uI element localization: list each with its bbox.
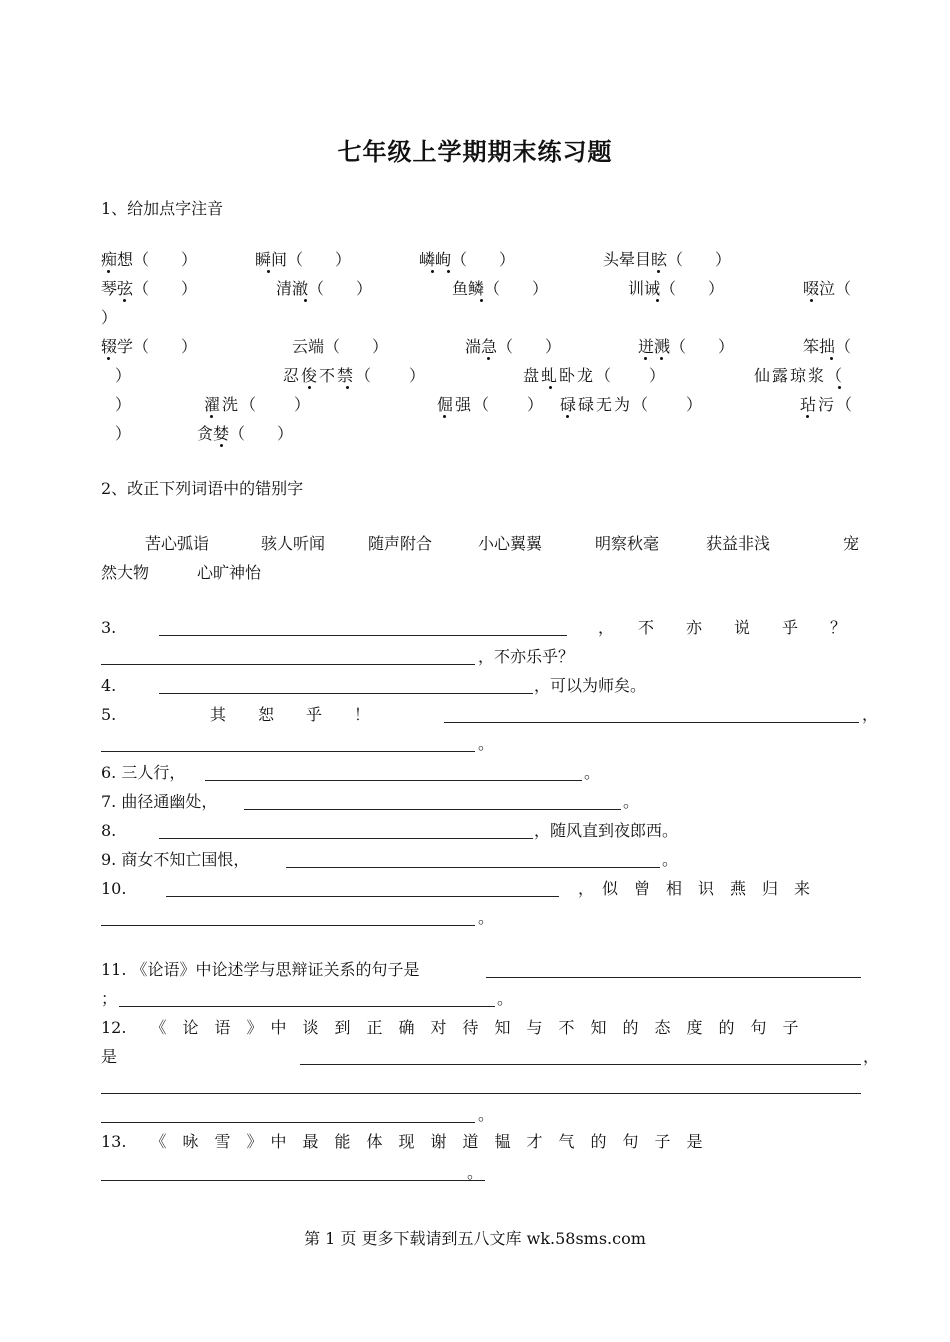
pinyin-item: 啜泣（ (803, 279, 852, 298)
emphasis-dot (123, 299, 126, 302)
answer-blank[interactable] (101, 1122, 475, 1123)
pinyin-item-close: ） (115, 366, 132, 385)
pinyin-item: 清澈（ ） (276, 279, 373, 298)
emphasis-dot (107, 357, 110, 360)
pinyin-item: 辍学（ ） (101, 337, 198, 356)
answer-blank[interactable] (101, 751, 475, 752)
answer-blank[interactable] (300, 1064, 861, 1065)
section1-heading: 1、给加点字注音 (101, 199, 224, 218)
emphasis-dot (443, 415, 446, 418)
pinyin-item: 鱼鳞（ ） (452, 279, 549, 298)
punctuation: 。 (478, 1105, 495, 1124)
punctuation: 。 (497, 989, 514, 1008)
punctuation: ， (862, 705, 879, 724)
correction-word: 心旷神怡 (197, 563, 262, 582)
question-text: 7. 曲径通幽处， (101, 792, 218, 811)
page-title: 七年级上学期期末练习题 (337, 137, 613, 166)
punctuation: 。 (584, 763, 601, 782)
question-text: 9. 商女不知亡国恨， (101, 850, 250, 869)
emphasis-dot (431, 270, 434, 273)
answer-blank[interactable] (444, 722, 859, 723)
punctuation: 。 (662, 850, 679, 869)
emphasis-dot (487, 357, 490, 360)
emphasis-dot (447, 270, 450, 273)
correction-word: 然大物 (101, 563, 150, 582)
question-number: 8. (101, 821, 117, 840)
emphasis-dot (660, 357, 663, 360)
emphasis-dot (830, 357, 833, 360)
correction-word: 随声附合 (368, 534, 433, 553)
emphasis-dot (480, 299, 483, 302)
answer-blank[interactable] (159, 635, 567, 636)
answer-blank[interactable] (286, 867, 660, 868)
correction-word: 小心翼翼 (478, 534, 543, 553)
pinyin-item: 头晕目眩（ ） (603, 250, 732, 269)
answer-blank[interactable] (101, 925, 475, 926)
emphasis-dot (220, 444, 223, 447)
emphasis-dot (549, 386, 552, 389)
pinyin-item: 琴弦（ ） (101, 279, 198, 298)
correction-word: 宠 (843, 534, 860, 553)
answer-blank[interactable] (166, 896, 559, 897)
emphasis-dot (657, 270, 660, 273)
emphasis-dot (644, 357, 647, 360)
question-text: 6. 三人行， (101, 763, 186, 782)
answer-blank[interactable] (244, 809, 621, 810)
emphasis-dot (838, 386, 841, 389)
pinyin-item: 盘虬卧龙（ ） (523, 366, 668, 385)
answer-blank[interactable] (101, 664, 475, 665)
correction-word: 苦心弧诣 (145, 534, 210, 553)
question-text: 11. 《论语》中论述学与思辩证关系的句子是 (101, 960, 420, 979)
pinyin-item: 笨拙（ (803, 337, 852, 356)
question-text: 是 (101, 1047, 118, 1066)
pinyin-item: 湍急（ ） (465, 337, 562, 356)
emphasis-dot (806, 415, 809, 418)
pinyin-item-close: ） (115, 395, 132, 414)
answer-blank[interactable] (101, 1093, 861, 1094)
emphasis-dot (107, 270, 110, 273)
question-number: 10. (101, 879, 127, 898)
pinyin-item: 瞬间（ ） (255, 250, 352, 269)
punctuation: 。 (467, 1163, 484, 1182)
pinyin-item: 训诫（ ） (628, 279, 725, 298)
section2-heading: 2、改正下列词语中的错别字 (101, 479, 304, 498)
question-number: 5. (101, 705, 117, 724)
emphasis-dot (210, 415, 213, 418)
pinyin-item-close: ） (115, 424, 132, 443)
answer-blank[interactable] (205, 780, 582, 781)
emphasis-dot (566, 415, 569, 418)
question-text: ， 似 曾 相 识 燕 归 来 (578, 879, 811, 898)
pinyin-item: 痴想（ ） (101, 250, 198, 269)
question-text: 13. 《 咏 雪 》 中 最 能 体 现 谢 道 韫 才 气 的 句 子 是 (101, 1132, 703, 1151)
question-text: ，不亦乐乎？ (478, 647, 575, 666)
question-number: 3. (101, 618, 117, 637)
pinyin-item: 嶙峋（ ） (419, 250, 516, 269)
pinyin-item: 忍俊不禁（ ） (283, 366, 428, 385)
emphasis-dot (810, 299, 813, 302)
correction-word: 获益非浅 (706, 534, 771, 553)
answer-blank[interactable] (159, 838, 533, 839)
punctuation: 。 (478, 734, 495, 753)
pinyin-item: 倔强（ ） (437, 395, 546, 414)
question-text: ，随风直到夜郎西。 (534, 821, 679, 840)
emphasis-dot (656, 299, 659, 302)
pinyin-item: 迸溅（ ） (638, 337, 735, 356)
answer-blank[interactable] (119, 1006, 495, 1007)
question-text: ， 不 亦 说 乎 ？ (598, 618, 847, 637)
punctuation: ； (101, 989, 118, 1008)
emphasis-dot (346, 386, 349, 389)
emphasis-dot (308, 386, 311, 389)
pinyin-item: 玷污（ (800, 395, 855, 414)
question-text: 其 恕 乎 ！ (210, 705, 371, 724)
punctuation: 。 (478, 908, 495, 927)
pinyin-item: 濯洗（ ） (204, 395, 313, 414)
pinyin-item: 碌碌无为（ ） (560, 395, 705, 414)
page-footer: 第 1 页 更多下载请到五八文库 wk.58sms.com (304, 1229, 646, 1248)
answer-blank[interactable] (101, 1180, 485, 1181)
pinyin-item-close: ） (101, 308, 118, 327)
pinyin-item: 云端（ ） (292, 337, 389, 356)
punctuation: 。 (623, 792, 640, 811)
correction-word: 骇人听闻 (261, 534, 326, 553)
question-text: ，可以为师矣。 (534, 676, 647, 695)
answer-blank[interactable] (159, 693, 533, 694)
emphasis-dot (304, 299, 307, 302)
punctuation: ， (863, 1047, 880, 1066)
emphasis-dot (267, 270, 270, 273)
pinyin-item: 仙露琼浆（ (754, 366, 845, 385)
question-text: 12. 《 论 语 》 中 谈 到 正 确 对 待 知 与 不 知 的 态 度 的 句 子 (101, 1018, 799, 1037)
pinyin-item: 贪婪（ ） (197, 424, 294, 443)
question-number: 4. (101, 676, 117, 695)
correction-word: 明察秋毫 (595, 534, 660, 553)
answer-blank[interactable] (486, 977, 861, 978)
